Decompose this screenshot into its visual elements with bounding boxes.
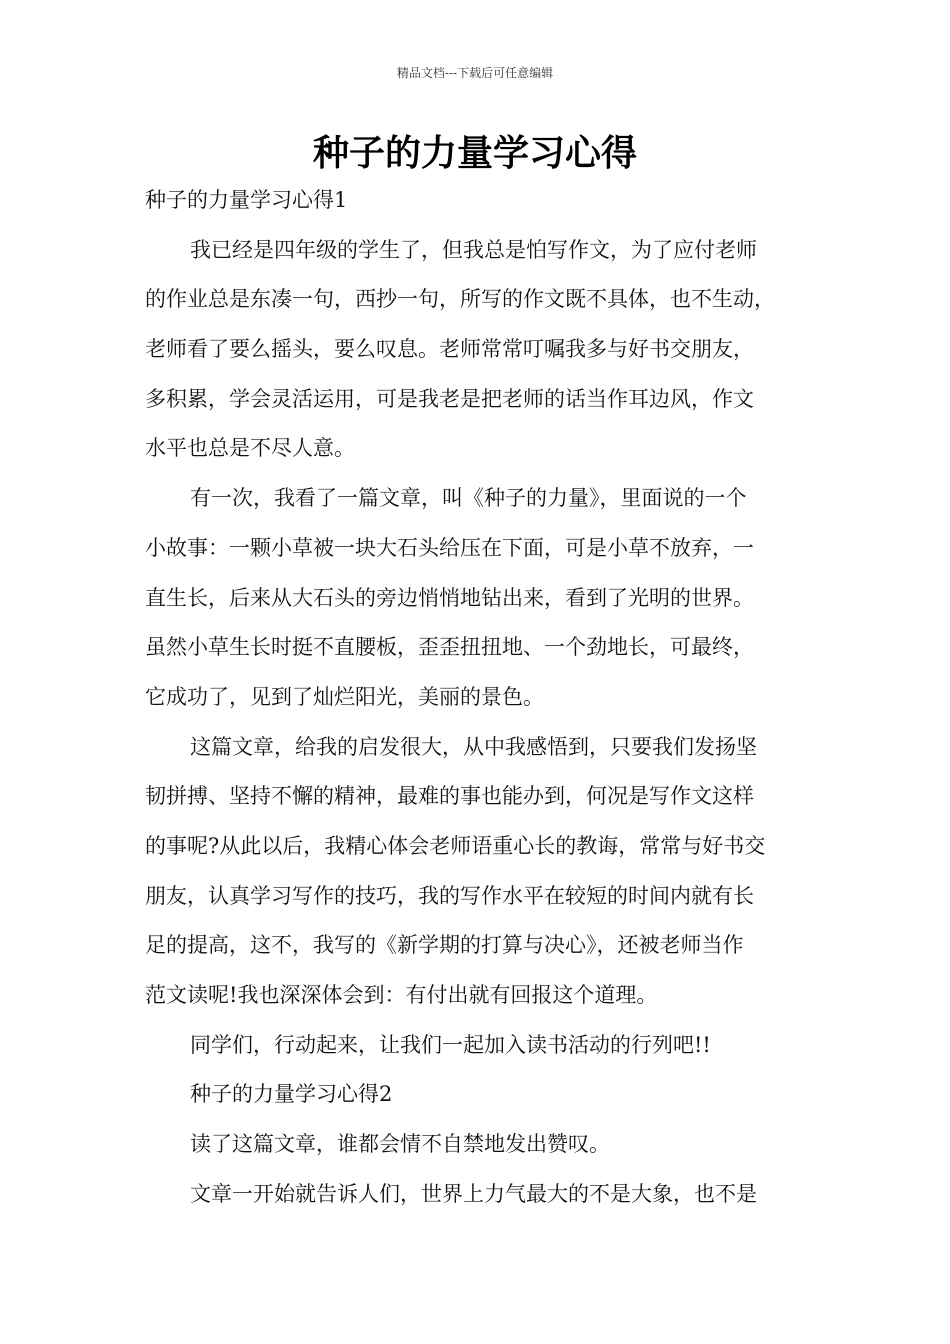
paragraph-line: 足的提高，这不，我写的《新学期的打算与决心》，还被老师当作 <box>145 933 744 958</box>
document-body <box>145 176 825 1219</box>
paragraph-line: 这篇文章，给我的启发很大，从中我感悟到，只要我们发扬坚 <box>190 734 757 759</box>
paragraph-line: 朋友，认真学习写作的技巧，我的写作水平在较短的时间内就有长 <box>145 883 754 908</box>
section-heading-1: 种子的力量学习心得1 <box>145 188 348 212</box>
paragraph-line: 同学们，行动起来，让我们一起加入读书活动的行列吧!! <box>190 1032 711 1057</box>
paragraph-line: 虽然小草生长时挺不直腰板，歪歪扭扭地、一个劲地长，可最终， <box>145 635 754 660</box>
paragraph-line: 读了这篇文章，谁都会情不自禁地发出赞叹。 <box>190 1132 610 1157</box>
paragraph-line: 它成功了，见到了灿烂阳光，美丽的景色。 <box>145 684 544 709</box>
paragraph-line: 水平也总是不尽人意。 <box>145 436 355 461</box>
paragraph-line: 小故事：一颗小草被一块大石头给压在下面，可是小草不放弃，一 <box>145 535 754 560</box>
paragraph-line: 我已经是四年级的学生了，但我总是怕写作文，为了应付老师 <box>190 237 757 262</box>
paragraph-line: 有一次，我看了一篇文章，叫《种子的力量》，里面说的一个 <box>190 486 747 511</box>
paragraph-line: 文章一开始就告诉人们，世界上力气最大的不是大象，也不是 <box>190 1181 757 1206</box>
paragraph-line: 多积累，学会灵活运用，可是我老是把老师的话当作耳边风，作文 <box>145 386 754 411</box>
section-heading-2: 种子的力量学习心得2 <box>190 1082 393 1107</box>
page-header: 精品文档---下载后可任意编辑 <box>396 66 554 80</box>
paragraph-line: 范文读呢!我也深深体会到：有付出就有回报这个道理。 <box>145 983 658 1007</box>
paragraph-line: 老师看了要么摇头，要么叹息。老师常常叮嘱我多与好书交朋友， <box>145 337 754 362</box>
paragraph-line: 直生长，后来从大石头的旁边悄悄地钻出来，看到了光明的世界。 <box>145 585 754 610</box>
paragraph-line: 的事呢?从此以后，我精心体会老师语重心长的教诲，常常与好书交 <box>145 833 766 858</box>
paragraph-line: 的作业总是东凑一句，西抄一句，所写的作文既不具体，也不生动， <box>145 287 775 312</box>
document-title: 种子的力量学习心得 <box>312 132 637 174</box>
paragraph-line: 韧拼搏、坚持不懈的精神，最难的事也能办到，何况是写作文这样 <box>145 784 754 809</box>
